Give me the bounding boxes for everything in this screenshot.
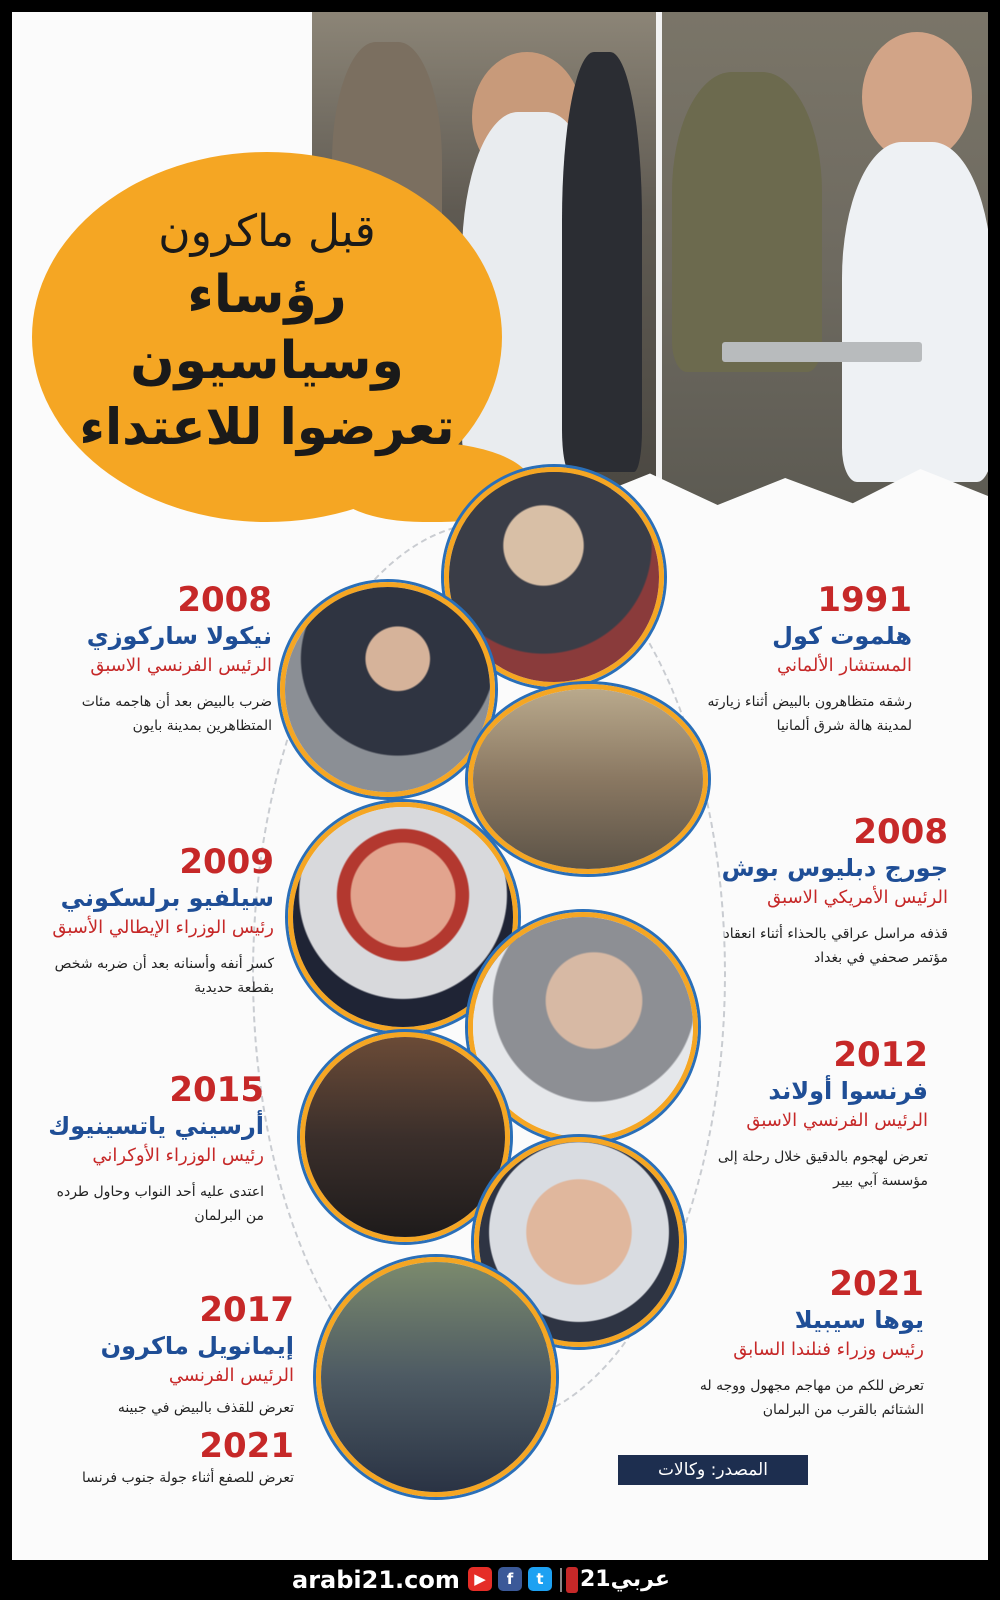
entry-desc: قذفه مراسل عراقي بالحذاء أثناء انعقاد مؤتمر صحفي في بغداد [723, 926, 948, 966]
entry-name: سيلفيو برلسكوني [60, 884, 274, 912]
entry-year: 2012 [833, 1035, 928, 1075]
entry-yatsenyuk [42, 1070, 264, 1228]
photo-sarkozy [280, 582, 495, 797]
entry-year: 2008 [177, 580, 272, 620]
hero-photo-right [662, 12, 988, 512]
facebook-icon[interactable]: f [498, 1567, 522, 1591]
entry-role: الرئيس الأمريكي الاسبق [767, 887, 948, 908]
entry-desc: اعتدى عليه أحد النواب وحاول طرده من البرلمان [56, 1184, 264, 1224]
entry-role: الرئيس الفرنسي الاسبق [90, 655, 272, 676]
entry-year: 2015 [169, 1070, 264, 1110]
entry-year: 1991 [817, 580, 912, 620]
footer-separator [560, 1568, 562, 1592]
source-label: المصدر: وكالات [618, 1455, 808, 1485]
entry-macron [52, 1290, 294, 1490]
entry-desc: تعرض لهجوم بالدقيق خلال رحلة إلى مؤسسة آبي بيير [717, 1149, 928, 1189]
entry-bush [712, 812, 948, 970]
entry-desc: تعرض للقذف بالبيض في جبينه [117, 1400, 294, 1416]
brand-logo[interactable]: عربي21 [580, 1567, 670, 1592]
entry-role: الرئيس الفرنسي الاسبق [746, 1110, 928, 1131]
entry-desc: رشقه متظاهرون بالبيض أثناء زيارته لمدينة هالة شرق ألمانيا [707, 694, 912, 734]
entry-name: فرنسوا أولاند [768, 1077, 928, 1105]
title-line-1: قبل ماكرون [158, 206, 376, 257]
entry-role: الرئيس الفرنسي [168, 1365, 294, 1386]
title-line-3: تعرضوا للاعتداء [79, 398, 455, 456]
entry-year: 2009 [179, 842, 274, 882]
entry-name: جورج دبليوس بوش [721, 854, 948, 882]
entry-year: 2021 [829, 1264, 924, 1304]
entry-name: إيمانويل ماكرون [100, 1332, 294, 1360]
entry-name: نيكولا ساركوزي [86, 622, 272, 650]
entry-year: 2021 [199, 1426, 294, 1466]
entry-desc: تعرض للصفع أثناء جولة جنوب فرنسا [81, 1470, 294, 1486]
entry-desc: ضرب بالبيض بعد أن هاجمه مئات المتظاهرين بمدينة بايون [81, 694, 272, 734]
entry-berlusconi [42, 842, 274, 1000]
photo-macron [316, 1257, 556, 1497]
entry-name: هلموت كول [772, 622, 912, 650]
twitter-icon[interactable]: t [528, 1567, 552, 1591]
entry-hollande [702, 1035, 928, 1193]
entry-year: 2017 [199, 1290, 294, 1330]
youtube-icon[interactable]: ▶ [468, 1567, 492, 1591]
page-title [72, 202, 462, 460]
entry-role: رئيس الوزراء الأوكراني [92, 1145, 264, 1166]
entry-role: رئيس وزراء فنلندا السابق [733, 1339, 924, 1360]
entry-name: أرسيني ياتسينيوك [48, 1112, 264, 1140]
entry-role: رئيس الوزراء الإيطالي الأسبق [52, 917, 274, 938]
footer-url[interactable]: arabi21.com [292, 1566, 460, 1594]
entry-sipila [672, 1264, 924, 1422]
logo-mark [566, 1567, 578, 1593]
title-line-2: رؤساء وسياسيون [130, 265, 404, 391]
entry-year: 2008 [853, 812, 948, 852]
entry-desc: كسر أنفه وأسنانه بعد أن ضربه شخص بقطعة حديدية [54, 956, 274, 996]
infographic [12, 12, 988, 1560]
entry-desc: تعرض للكم من مهاجم مجهول ووجه له الشتائم بالقرب من البرلمان [699, 1378, 924, 1418]
entry-kohl [672, 580, 912, 738]
entry-sarkozy [52, 580, 272, 738]
entry-name: يوها سيبيلا [794, 1306, 924, 1334]
entry-role: المستشار الألماني [777, 655, 912, 676]
